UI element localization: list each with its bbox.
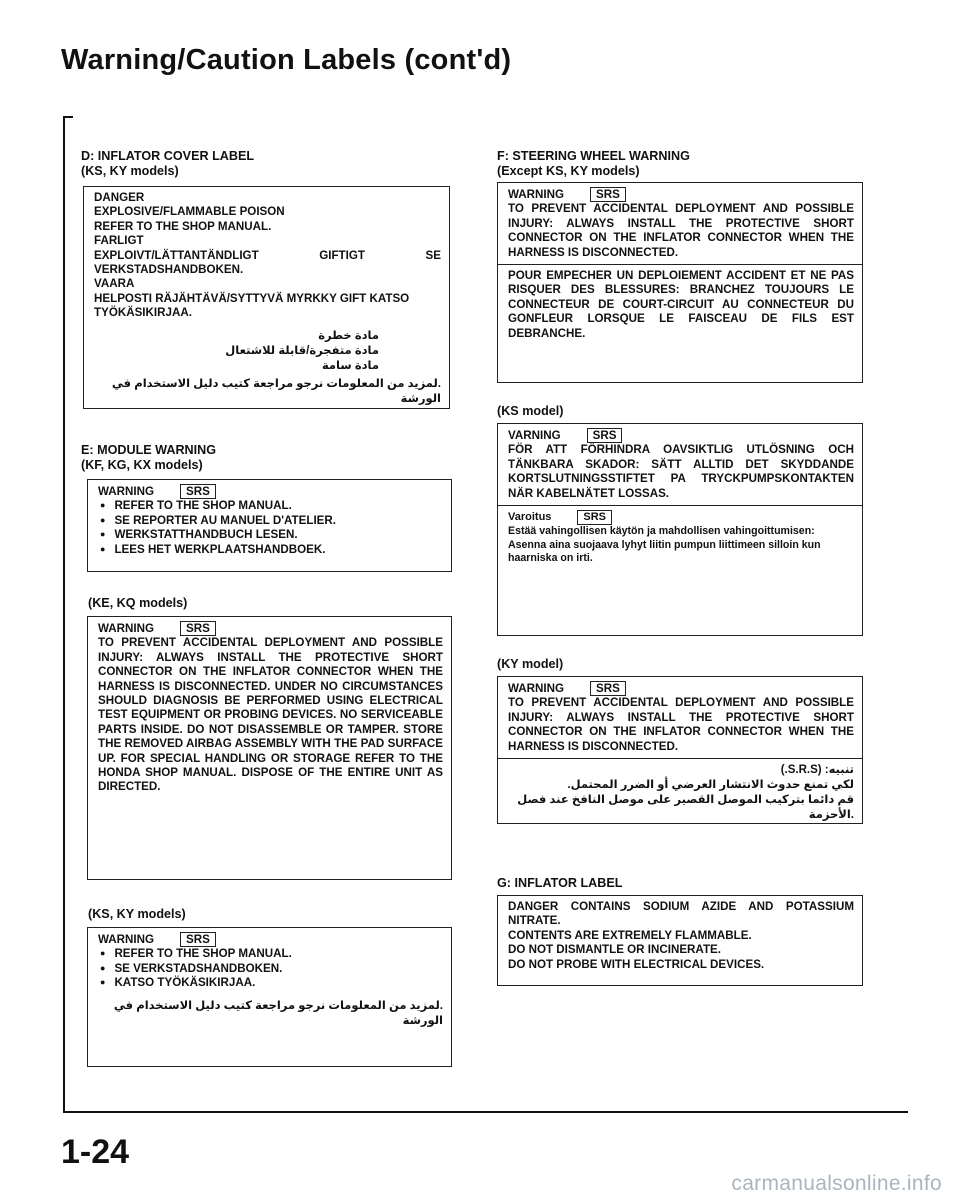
label-bullet: ● SE REPORTER AU MANUEL D'ATELIER. <box>98 514 443 528</box>
label-line: DO NOT PROBE WITH ELECTRICAL DEVICES. <box>508 957 765 971</box>
watermark-brand: carmanualsonline.info <box>731 1172 942 1195</box>
label-bullet: ● REFER TO THE SHOP MANUAL. <box>98 947 443 961</box>
label-line: FARLIGT <box>94 234 144 248</box>
inflator-cover-label <box>83 186 450 409</box>
section-e-heading-block <box>81 443 461 473</box>
arabic-line: .الأحزمة <box>808 809 854 822</box>
label-text: TO PREVENT ACCIDENTAL DEPLOYMENT AND POSSIBLE INJURY: ALWAYS INSTALL THE PROTECTIVE SHORT CONNECTOR ON THE INFLATOR CONNECTOR WHEN THE HARNESS IS DISCONNECTED. UNDER NO CIRCUMSTANCES SHOULD DIAGNOSIS BE PERFORMED USING ELECTRICAL TEST EQUIPMENT OR PROBING DEVICES. NO SERVICEABLE PARTS INSIDE. DO NOT DISASSEMBLE OR TAMPER. STORE THE REMOVED AIRBAG ASSEMBLY WITH THE PAD SURFACE UP. FOR SPECIAL HANDLING OR STORAGE REFER TO THE HONDA SHOP MANUAL. DISPOSE OF THE ENTIRE UNIT AS DIRECTED. <box>98 636 443 794</box>
label-divider <box>498 505 862 506</box>
section-f-heading-block <box>497 149 877 179</box>
label-line: HELPOSTI RÄJÄHTÄVÄ/SYTTYVÄ MYRKKY GIFT KATSO TYÖKÄSIKIRJAA. <box>94 291 410 320</box>
srs-badge: SRS <box>587 428 623 443</box>
frame-bottom-rule <box>63 1111 908 1113</box>
arabic-line: .لمزيد من المعلومات نرجو مراجعة كتيب دليل الاستخدام في الورشة <box>113 999 443 1027</box>
inflator-label <box>497 895 863 986</box>
srs-badge: SRS <box>180 932 216 947</box>
page-title: Warning/Caution Labels (cont'd) <box>61 44 512 76</box>
label-bullet: ● LEES HET WERKPLAATSHANDBOEK. <box>98 543 443 557</box>
label-text-french: POUR EMPECHER UN DEPLOIEMENT ACCIDENT ET NE PAS RISQUER DES BLESSURES: BRANCHEZ TOUJOURS LE CONNECTEUR DE COURT-CIRCUIT AU CONNECTEUR DU GONFLEUR LORSQUE LE FAISCEAU DE FILS EST DEBRANCHE. <box>508 269 854 340</box>
srs-badge: SRS <box>180 484 216 499</box>
label-line: DANGER <box>94 191 145 204</box>
label-text: TO PREVENT ACCIDENTAL DEPLOYMENT AND POSSIBLE INJURY: ALWAYS INSTALL THE PROTECTIVE SHORT CONNECTOR ON THE INFLATOR CONNECTOR WHEN THE HARNESS IS DISCONNECTED. <box>508 696 854 753</box>
section-f-heading: F: STEERING WHEEL WARNING <box>497 149 690 163</box>
label-text-finnish: Estää vahingollisen käytön ja mahdollisen vahingoittumisen: Asenna aina suojaava lyhyt liitin pumpun liittimeen silloin kun haarniska on irti. <box>508 525 821 565</box>
module-warning-label <box>87 479 452 572</box>
section-d-heading: D: INFLATOR COVER LABEL <box>81 149 255 163</box>
label-line: REFER TO THE SHOP MANUAL. <box>94 219 272 233</box>
steering-wheel-warning-label-ks <box>497 423 863 636</box>
label-divider <box>498 264 862 265</box>
label-line: VAARA <box>94 277 135 291</box>
label-line: CONTENTS ARE EXTREMELY FLAMMABLE. <box>508 928 752 942</box>
label-bullet: ● WERKSTATTHANDBUCH LESEN. <box>98 528 443 542</box>
label-title: WARNING <box>98 485 155 498</box>
arabic-line: قم دائما بتركيب الموصل القصير على موصل النافخ عند فصل <box>517 794 854 807</box>
label-line: EXPLOIVT/LÄTTANTÄNDLIGT GIFTIGT SE VERKSTADSHANDBOKEN. <box>94 248 441 277</box>
section-f-models-2: (KS model) <box>497 404 564 418</box>
section-f-models: (Except KS, KY models) <box>497 164 640 178</box>
module-warning-label-ks-ky <box>87 927 452 1067</box>
section-e-models-3: (KS, KY models) <box>88 907 186 921</box>
section-e-models-2: (KE, KQ models) <box>88 596 188 610</box>
srs-badge: SRS <box>590 187 626 202</box>
label-text: FÖR ATT FÖRHINDRA OAVSIKTLIG UTLÖSNING OCH TÄNKBARA SKADOR: SÄTT ALLTID DET SKYDDANDE KORTSLUTNINGSSTIFTET PA TRYCKPUMPSKONTAKTEN NÄR KABELNÄTET LOSSAS. <box>508 443 854 500</box>
label-title-finnish: Varoitus <box>508 511 552 524</box>
steering-wheel-warning-label-ky <box>497 676 863 824</box>
label-line: EXPLOSIVE/FLAMMABLE POISON <box>94 205 285 219</box>
steering-wheel-warning-label <box>497 182 863 383</box>
label-bullet: ● SE VERKSTADSHANDBOKEN. <box>98 962 443 976</box>
section-f-models-3: (KY model) <box>497 657 564 671</box>
label-line: DO NOT DISMANTLE OR INCINERATE. <box>508 943 721 957</box>
arabic-line: مادة سامة <box>321 359 379 372</box>
srs-badge: SRS <box>590 681 626 696</box>
frame-left-rule <box>63 116 65 1111</box>
label-divider <box>498 758 862 759</box>
page-number: 1-24 <box>61 1133 130 1171</box>
section-g-heading: G: INFLATOR LABEL <box>497 876 623 890</box>
module-warning-label-ke-kq <box>87 616 452 880</box>
frame-top-rule <box>63 116 73 118</box>
arabic-line: مادة متفجرة/قابلة للاشتعال <box>225 344 379 357</box>
section-d-models: (KS, KY models) <box>81 164 179 178</box>
section-e-models: (KF, KG, KX models) <box>81 458 203 472</box>
label-bullet: ● KATSO TYÖKÄSIKIRJAA. <box>98 976 443 990</box>
label-title: WARNING <box>98 622 155 635</box>
label-text: TO PREVENT ACCIDENTAL DEPLOYMENT AND POSSIBLE INJURY: ALWAYS INSTALL THE PROTECTIVE SHORT CONNECTOR ON THE INFLATOR CONNECTOR WHEN THE HARNESS IS DISCONNECTED. <box>508 202 854 259</box>
section-d-heading-block <box>81 149 461 179</box>
label-title: WARNING <box>508 682 565 695</box>
label-title: VARNING <box>508 429 561 442</box>
arabic-line: لكي تمنع حدوث الانتشار العرضي أو الضرر المحتمل. <box>567 779 854 792</box>
label-bullet: ● REFER TO THE SHOP MANUAL. <box>98 499 443 513</box>
label-title: WARNING <box>508 188 565 201</box>
srs-badge: SRS <box>180 621 216 636</box>
label-title: WARNING <box>98 933 155 946</box>
srs-badge: SRS <box>577 510 612 525</box>
label-line: DANGER CONTAINS SODIUM AZIDE AND POTASSIUM NITRATE. <box>508 900 854 928</box>
arabic-line: مادة خطرة <box>318 329 379 342</box>
arabic-line: تنبيه: (S.R.S.) <box>780 764 854 777</box>
section-e-heading: E: MODULE WARNING <box>81 443 217 457</box>
arabic-line: .لمزيد من المعلومات نرجو مراجعة كتيب دليل الاستخدام في الورشة <box>111 377 441 405</box>
